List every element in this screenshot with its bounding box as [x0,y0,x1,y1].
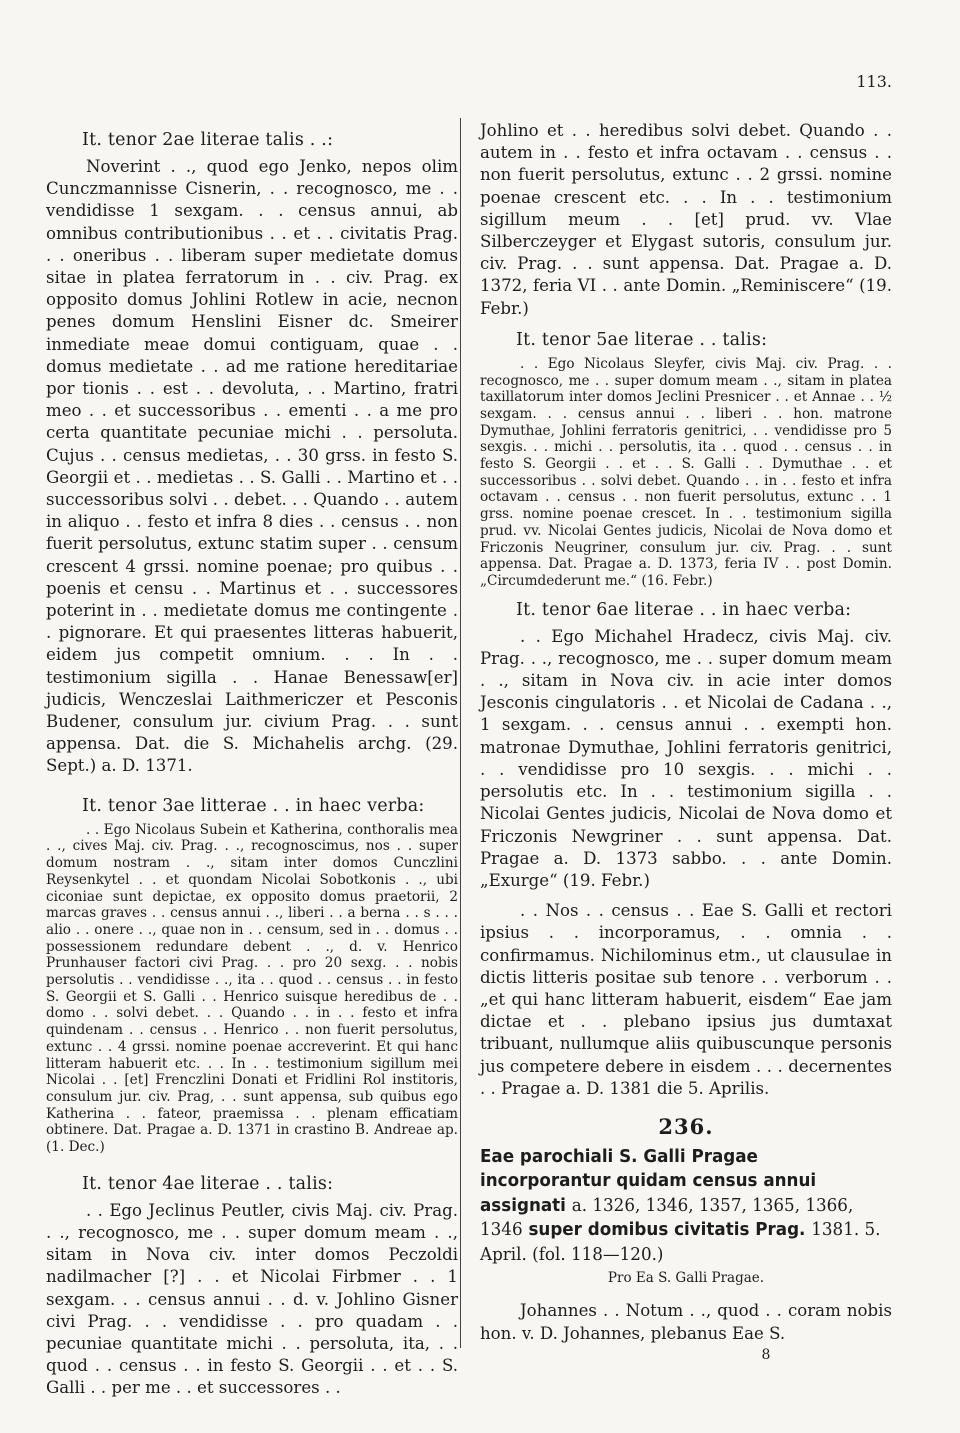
right-paragraph-2: . . Ego Nicolaus Sleyfer, civis Maj. civ. Prag. . . recognosco, me . . super domum meam . ., sitam in platea taxillatorum inter domos Jeclini Presnicer . . et Annae . . ½ sexgam. . . census annui . . liberi . . hon. matrone Dymuthae, Johlini ferratoris genitrici, . . vendidisse pro 5 sexgis. . . michi . . persolutis, ita . . quod . . census . . in festo S. Georgii . . et . . S. Galli . . Dymuthae . . et successoribus . . solvi debet. Quando . . in . . festo et infra octavam . . census . . non fuerit persolutus, extunc . . 1 grss. nomine poenae crescet. In . . testimonium sigilla prud. vv. Nicolai Gentes judicis, Nicolai de Nova domo et Friczonis Neugriner, consulum jur. civ. Prag. . . sunt appensa. Dat. Pragae a. D. 1373, feria IV . . post Domin. „Circumdederunt me.“ (16. Febr.) [480,355,892,589]
page-number: 113. [856,72,892,91]
document-title-years: a. 1326, 1346, 1357, 1365, 1366, 1346 [480,1194,854,1241]
printer-signature: 8 [761,1346,771,1363]
left-paragraph-3: . . Ego Jeclinus Peutler, civis Maj. civ. Prag. . ., recognosco, me . . super domum meam . ., sitam in Nova civ. inter domos Peczoldi nadilmacher [?] . . et Nicolai Firbmer . . 1 sexgam. . . census annui . . d. v. Johlino Gisner civi Prag. . . vendidisse . . pro quadam . . pecuniae quantitate michi . . persoluta, ita, . . quod . . census . . in festo S. Georgii . . et . . S. Galli . . per me . . et successores . . [46,1200,458,1398]
right-column [480,120,892,1363]
left-paragraph-1: Noverint . ., quod ego Jenko, nepos olim Cunczmannisse Cisnerin, . . recognosco, me . . vendidisse 1 sexgam. . . census annui, ab omnibus contributionibus . . et . . civitatis Prag. . . oneribus . . liberam super medietate domus sitae in platea ferratorum in . . civ. Prag. ex opposito domus Johlini Rotlew in acie, necnon penes domum Henslini Eisner dc. Smeirer inmediate meae domui contiguam, quae . . domus medietate . . ad me ratione hereditariae por tionis . . est . . devoluta, . . Martino, fratri meo . . et successoribus . . ementi . . a me pro certa quantitate pecuniae michi . . persoluta. Cujus . . census medietas, . . 30 grss. in festo S. Georgii et . . medietas . . S. Galli . . Martino et . . successoribus solvi . . debet. . . Quando . . autem in aliquo . . festo et infra 8 dies . . census . . non fuerit persolutus, extunc statim super . . censum crescent 4 grssi. nomine poenae; pro quibus . . poenis et censu . . Martinus et . . successores poterint in . . medietate domus me contingente . . pignorare. Et qui praesentes litteras habuerit, eidem jus competit omnium. . . In . . testimonium sigilla . . Hanae Benessaw[er] judicis, Wenczeslai Laithmericzer et Pesconis Budener, consulum jur. civium Prag. . . sunt appensa. Dat. die S. Michahelis archg. (29. Sept.) a. D. 1371. [46,157,458,776]
column-divider [460,118,461,1348]
left-column [46,120,458,1400]
document-title-bold: Eae parochiali S. Galli Pragae incorporantur quidam census annui assignati [480,1145,817,1216]
left-heading-2: It. tenor 3ae litterae . . in haec verba: [82,795,425,816]
right-paragraph-4: . . Nos . . census . . Eae S. Galli et rectori ipsius . . incorporamus, . . omnia . . confirmamus. Nichilominus etm., ut clausulae in dictis litteris positae sub tenore . . verborum . . „et qui hanc litteram habuerit, eisdem“ Eae jam dictae et . . plebano ipsius jus dumtaxat tribuant, nullumque aliis quibuscunque personis jus competere debere in eisdem . . . decernentes . . Pragae a. D. 1381 die 5. Aprilis. [480,901,892,1098]
document-title-date: 1381. 5. April. (fol. 118—120.) [480,1219,881,1265]
document-title [480,1145,890,1268]
left-paragraph-2: . . Ego Nicolaus Subein et Katherina, conthoralis mea . ., cives Maj. civ. Prag. . ., recognoscimus, nos . . super domum nostram . ., sitam inter domos Cunczlini Reysenkytel . . et quondam Nicolai Sobotkonis . ., ubi ciconiae sunt depictae, ex opposito domus praetorii, 2 marcas graves . . census annui . ., liberi . . a berna . . s . . . alio . . onere . ., quae non in . . censum, sed in . . domus . . possessionem redundare debent . ., d. v. Henrico Prunhauser factori civi Prag. . . pro 20 sexg. . . nobis persolutis . . vendidisse . ., ita . . quod . . census . . in festo S. Georgii et S. Galli . . Henrico suisque heredibus de . . domo . . solvi debet. . . Quando . . in . . festo et infra quindenam . . census . . Henrico . . non fuerit persolutus, extunc . . 4 grssi. nomine poenae accreverint. Et qui hanc litteram habuerit etc. . . In . . testimonium sigillum mei Nicolai . . [et] Frenczlini Donati et Fridlini Rol institoris, consulum jur. civ. Prag, . . sunt appensa, sub quibus ego Katherina . . fateor, praemissa . . plenam efficatiam obtinere. Dat. Pragae a. D. 1371 in crastino B. Andreae ap. (1. Dec.) [46,821,458,1156]
document-number: 236. [658,1113,714,1139]
right-heading-2: It. tenor 6ae literae . . in haec verba: [516,599,852,620]
right-heading-1: It. tenor 5ae literae . . talis: [516,329,768,350]
right-paragraph-1: Johlino et . . heredibus solvi debet. Quando . . autem in . . festo et infra octavam . . census . . non fuerit persolutus, extunc . . 2 grssi. nomine poenae crescent etc. . . In . . testimonium sigillum meum . . [et] prud. vv. Vlae Silberczeyger et Elygast sutoris, consulum jur. civ. Prag. . . sunt appensa. Dat. Pragae a. D. 1372, feria VI . . ante Domin. „Reminiscere“ (19. Febr.) [480,121,892,318]
right-paragraph-3: . . Ego Michahel Hradecz, civis Maj. civ. Prag. . ., recognosco, me . . super domum meam . ., sitam in Nova civ. in acie inter domos Jesconis cingulatoris . . et Nicolai de Cadana . ., 1 sexgam. . . census annui . . exempti hon. matronae Dymuthae, Johlini ferratoris genitrici, . . vendidisse pro 10 sexgis. . . michi . . persolutis etc. In . . testimonium sigilla . . Nicolai Gentes judicis, Nicolai de Nova domo et Friczonis Newgriner . . sunt appensa. Dat. Pragae a. D. 1373 sabbo. . . ante Domin. „Exurge“ (19. Febr.) [480,626,892,890]
left-heading-3: It. tenor 4ae literae . . talis: [82,1173,334,1194]
left-heading-1: It. tenor 2ae literae talis . .: [82,130,334,150]
document-source: Pro Ea S. Galli Pragae. [607,1270,765,1287]
right-paragraph-5: Johannes . . Notum . ., quod . . coram nobis hon. v. D. Johannes, plebanus Eae S. [480,1301,892,1343]
document-title-bold-2: super domibus civitatis Prag. [528,1219,806,1241]
